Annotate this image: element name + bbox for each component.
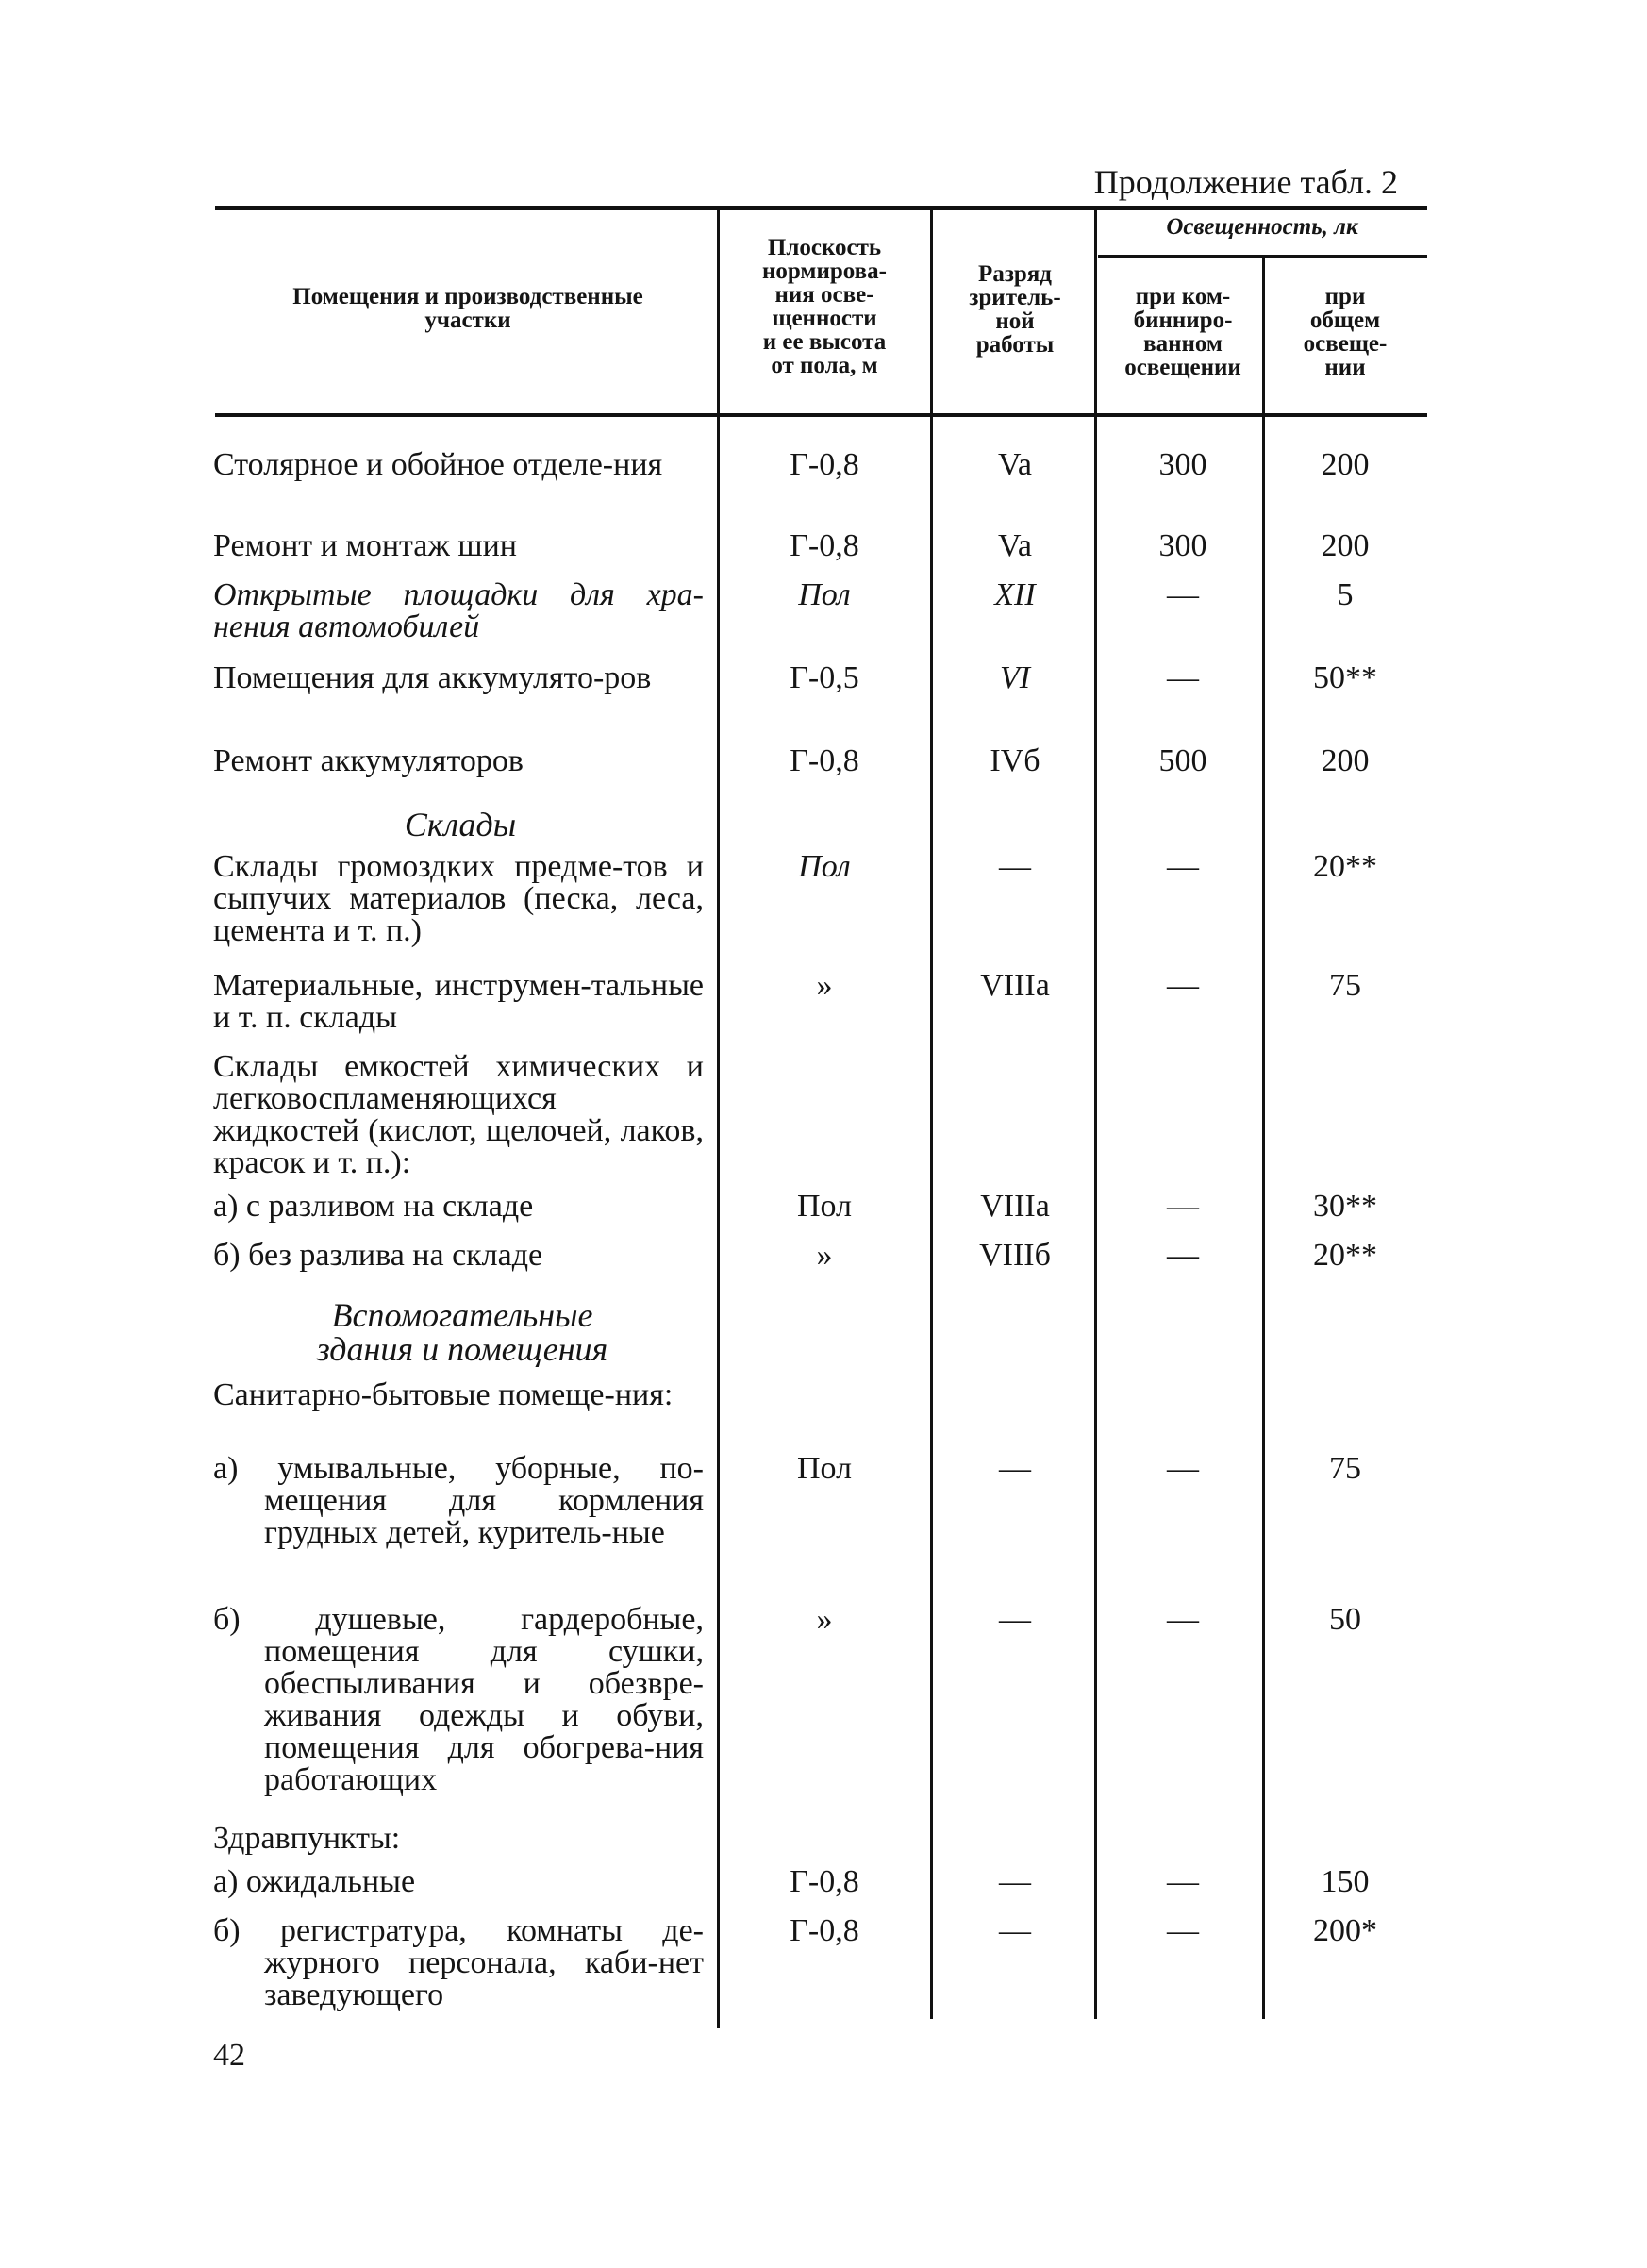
row-plane: Г-0,8 xyxy=(790,528,859,563)
row-plane: » xyxy=(816,968,833,1003)
column-divider-4 xyxy=(1262,257,1265,2019)
row-combined: — xyxy=(1167,1913,1199,1948)
page-number: 42 xyxy=(213,2038,245,2073)
row-plane: Г-0,8 xyxy=(790,1864,859,1899)
row-combined: — xyxy=(1167,1602,1199,1637)
header-plane xyxy=(723,236,926,377)
header-plane-line: Плоскость xyxy=(767,235,882,260)
row-plane: Г-0,5 xyxy=(790,660,859,695)
header-premises-line: участки xyxy=(424,308,511,333)
header-plane-line: от пола, м xyxy=(771,353,878,378)
row-general: 50 xyxy=(1329,1602,1361,1637)
section-heading-warehouses: Склады xyxy=(404,806,517,843)
row-combined: 300 xyxy=(1158,528,1207,563)
header-category-line: ной xyxy=(995,309,1035,334)
row-category: Va xyxy=(998,447,1032,482)
row-combined: — xyxy=(1167,1451,1199,1486)
column-divider-2 xyxy=(930,209,933,2019)
row-name: Ремонт и монтаж шин xyxy=(213,528,517,563)
row-plane: Пол xyxy=(798,577,851,612)
row-name: а) с разливом на складе xyxy=(213,1189,534,1224)
row-name: Склады громоздких предме-тов и сыпучих материалов (песка, леса, цемента и т. п.) xyxy=(213,849,704,948)
row-combined: — xyxy=(1167,577,1199,612)
header-plane-line: нормирова- xyxy=(762,258,887,284)
row-plane: Пол xyxy=(798,849,851,884)
row-combined: — xyxy=(1167,968,1199,1003)
row-name: Столярное и обойное отделе-ния xyxy=(213,447,663,482)
row-general: 20** xyxy=(1313,849,1377,884)
column-divider-1 xyxy=(717,209,720,2028)
row-category: IVб xyxy=(990,743,1040,778)
row-combined: — xyxy=(1167,660,1199,695)
header-premises-line: Помещения и производственные xyxy=(292,284,643,309)
header-combined xyxy=(1102,285,1264,379)
row-category: VIIIa xyxy=(980,1189,1050,1224)
row-category: VIIIб xyxy=(979,1238,1051,1273)
row-general: 20** xyxy=(1313,1238,1377,1273)
header-general-line: освеще- xyxy=(1303,331,1388,357)
row-name: Помещения для аккумулято-ров xyxy=(213,660,652,695)
header-combined-line: ванном xyxy=(1143,331,1223,357)
row-name: а) умывальные, уборные, по-мещения для кормления грудных детей, куритель-ные xyxy=(213,1451,704,1550)
row-name: б) регистратура, комнаты де-журного персонала, каби-нет заведующего xyxy=(213,1913,704,2012)
row-name: Санитарно-бытовые помеще-ния: xyxy=(213,1377,674,1412)
row-name: Ремонт аккумуляторов xyxy=(213,743,524,778)
row-category: XII xyxy=(994,577,1036,612)
continuation-title: Продолжение табл. 2 xyxy=(1093,163,1398,201)
table-top-rule xyxy=(215,206,1427,210)
column-divider-3 xyxy=(1094,209,1097,2019)
row-name: Материальные, инструмен-тальные и т. п. склады xyxy=(213,968,704,1035)
row-general: 30** xyxy=(1313,1189,1377,1224)
row-category: VI xyxy=(999,660,1031,695)
row-plane: Г-0,8 xyxy=(790,1913,859,1948)
header-combined-line: освещении xyxy=(1124,355,1241,380)
row-plane: Пол xyxy=(796,1189,853,1224)
header-category-line: Разряд xyxy=(978,261,1052,287)
row-category: — xyxy=(999,1864,1031,1899)
header-illuminance: Освещенность, лк xyxy=(1166,214,1358,240)
row-name: а) ожидальные xyxy=(213,1864,416,1899)
header-general-line: при xyxy=(1324,284,1366,309)
row-combined: — xyxy=(1167,1238,1199,1273)
row-general: 5 xyxy=(1337,577,1354,612)
header-category xyxy=(936,262,1094,357)
row-plane: Пол xyxy=(796,1451,853,1486)
row-name: б) без разлива на складе xyxy=(213,1238,543,1273)
row-general: 75 xyxy=(1329,968,1361,1003)
row-name: б) душевые, гардеробные, помещения для сушки, обеспыливания и обезвре-живания одежды и обуви, помещения для обогрева-ния работающих xyxy=(213,1602,704,1797)
row-general: 200 xyxy=(1321,447,1370,482)
row-category: — xyxy=(999,1451,1031,1486)
header-general-line: общем xyxy=(1309,308,1381,333)
header-combined-line: бинниро- xyxy=(1133,308,1233,333)
row-plane: » xyxy=(816,1238,833,1273)
section-heading-auxiliary: Вспомогательные здания и помещения xyxy=(316,1296,608,1368)
row-plane: » xyxy=(816,1602,833,1637)
row-plane: Г-0,8 xyxy=(790,743,859,778)
header-category-line: работы xyxy=(975,332,1055,358)
row-category: VIIIa xyxy=(980,968,1050,1003)
row-name: Открытые площадки для хра-нения автомобилей xyxy=(213,577,704,644)
header-combined-line: при ком- xyxy=(1135,284,1231,309)
row-combined: — xyxy=(1167,1189,1199,1224)
header-plane-line: ния осве- xyxy=(774,282,874,308)
row-general: 75 xyxy=(1329,1451,1361,1486)
row-combined: 500 xyxy=(1158,743,1207,778)
row-combined: — xyxy=(1167,1864,1199,1899)
row-combined: — xyxy=(1167,849,1199,884)
row-combined: 300 xyxy=(1158,447,1207,482)
row-name: Склады емкостей химических и легковоспламеняющихся жидкостей (кислот, щелочей, лаков, красок и т. п.): xyxy=(213,1049,704,1180)
row-plane: Г-0,8 xyxy=(790,447,859,482)
row-category: Va xyxy=(998,528,1032,563)
header-general-line: нии xyxy=(1324,355,1366,380)
header-general xyxy=(1268,285,1422,379)
header-category-line: зритель- xyxy=(969,285,1061,310)
row-general: 200 xyxy=(1321,528,1370,563)
row-category: — xyxy=(999,1913,1031,1948)
row-general: 200* xyxy=(1313,1913,1377,1948)
header-plane-line: и ее высота xyxy=(762,329,887,355)
row-category: — xyxy=(999,849,1031,884)
row-general: 200 xyxy=(1321,743,1370,778)
row-general: 50** xyxy=(1313,660,1377,695)
row-name: Здравпункты: xyxy=(213,1821,401,1856)
row-general: 150 xyxy=(1321,1864,1370,1899)
header-premises xyxy=(223,285,713,332)
row-category: — xyxy=(999,1602,1031,1637)
header-bottom-rule xyxy=(215,413,1427,417)
header-plane-line: щенности xyxy=(772,306,877,331)
